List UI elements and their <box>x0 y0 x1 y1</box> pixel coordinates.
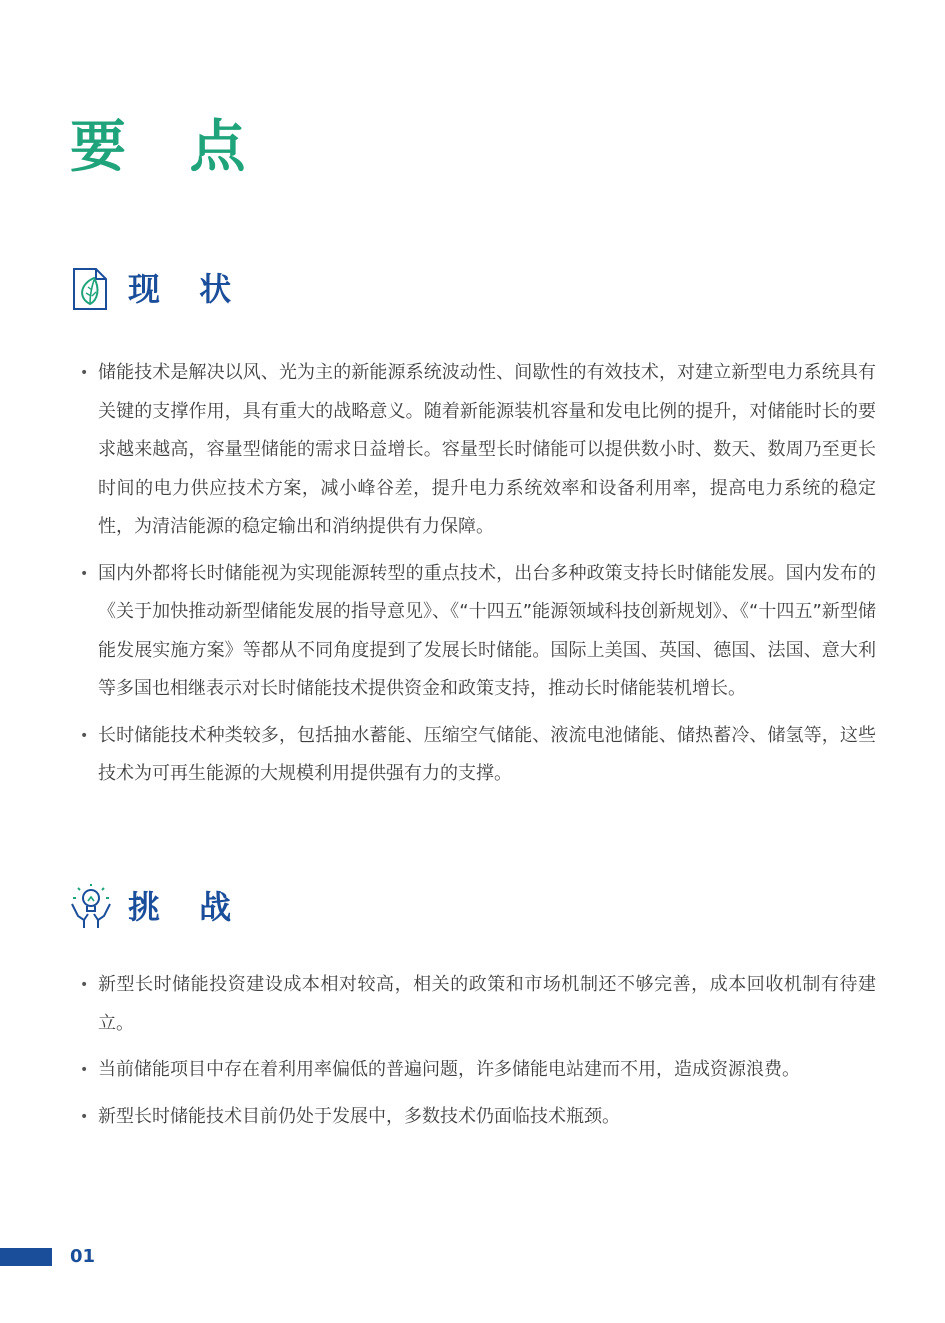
list-item: • 新型长时储能技术目前仍处于发展中，多数技术仍面临技术瓶颈。 <box>76 1098 876 1137</box>
section-heading: 现 状 <box>128 270 246 308</box>
list-item: • 储能技术是解决以风、光为主的新能源系统波动性、间歇性的有效技术，对建立新型电力系统具有关键的支撑作用，具有重大的战略意义。随着新能源装机容量和发电比例的提升，对储能时长的要求越来越高，容量型储能的需求日益增长。容量型长时储能可以提供数小时、数天、数周乃至更长时间的电力供应技术方案，减小峰谷差，提升电力系统效率和设备利用率，提高电力系统的稳定性，为清洁能源的稳定输出和消纳提供有力保障。 <box>76 354 876 547</box>
challenges-bullet-list <box>76 966 876 1144</box>
list-item: • 长时储能技术种类较多，包括抽水蓄能、压缩空气储能、液流电池储能、储热蓄冷、储氢等，这些技术为可再生能源的大规模利用提供强有力的支撑。 <box>76 717 876 794</box>
leaf-document-icon <box>68 266 114 312</box>
page-number: 01 <box>70 1246 96 1267</box>
section-header-challenges <box>68 884 245 930</box>
section-header-status <box>68 266 245 312</box>
section-heading: 挑 战 <box>128 888 246 926</box>
list-item: • 当前储能项目中存在着利用率偏低的普遍问题，许多储能电站建而不用，造成资源浪费。 <box>76 1051 876 1090</box>
footer-accent-bar <box>0 1248 52 1266</box>
list-item: • 新型长时储能投资建设成本相对较高，相关的政策和市场机制还不够完善，成本回收机制有待建立。 <box>76 966 876 1043</box>
lightbulb-hands-icon <box>68 884 114 930</box>
list-item: • 国内外都将长时储能视为实现能源转型的重点技术，出台多种政策支持长时储能发展。国内发布的《关于加快推动新型储能发展的指导意见》、《“十四五”能源领域科技创新规划》、《“十四五”新型储能发展实施方案》等都从不同角度提到了发展长时储能。国际上美国、英国、德国、法国、意大利等多国也相继表示对长时储能技术提供资金和政策支持，推动长时储能装机增长。 <box>76 555 876 709</box>
page-title: 要 点 <box>70 115 268 180</box>
status-bullet-list <box>76 354 876 802</box>
